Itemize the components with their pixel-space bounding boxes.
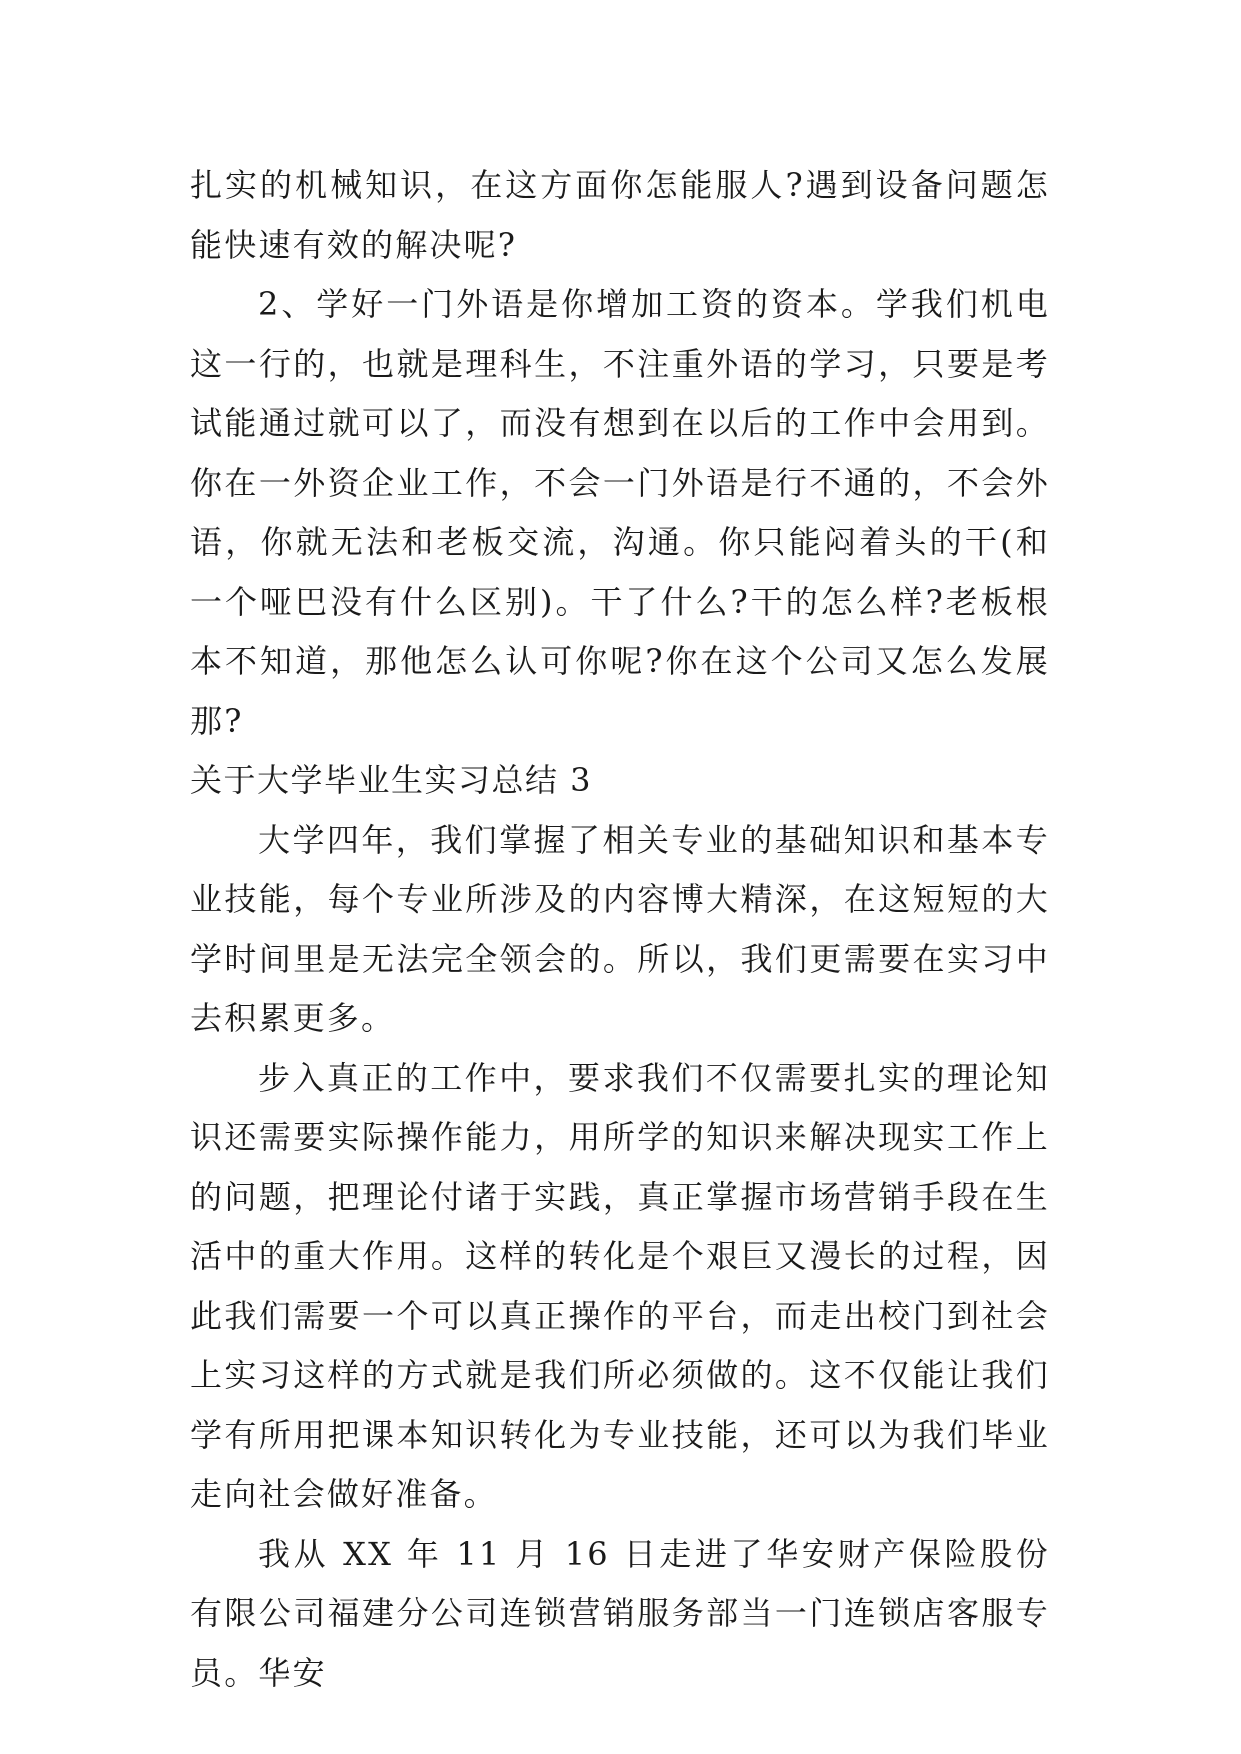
paragraph-foreign-language: 2、学好一门外语是你增加工资的资本。学我们机电这一行的，也就是理科生，不注重外语的学习，只要是考试能通过就可以了，而没有想到在以后的工作中会用到。你在一外资企业工作，不会一门外语是行不通的，不会外语，你就无法和老板交流，沟通。你只能闷着头的干(和一个哑巴没有什么区别)。干了什么?干的怎么样?老板根本不知道，那他怎么认可你呢?你在这个公司又怎么发展那? (190, 285, 1050, 740)
section-heading: 关于大学毕业生实习总结 3 (190, 761, 593, 799)
paragraph-continuation: 扎实的机械知识，在这方面你怎能服人?遇到设备问题怎能快速有效的解决呢? (190, 166, 1050, 264)
paragraph-internship-start: 我从 XX 年 11 月 16 日走进了华安财产保险股份有限公司福建分公司连锁营销服务部当一门连锁店客服专员。华安 (190, 1534, 1050, 1692)
document-body (190, 156, 1050, 1703)
paragraph-entering-work: 步入真正的工作中，要求我们不仅需要扎实的理论知识还需要实际操作能力，用所学的知识来解决现实工作上的问题，把理论付诸于实践，真正掌握市场营销手段在生活中的重大作用。这样的转化是个艰巨又漫长的过程，因此我们需要一个可以真正操作的平台，而走出校门到社会上实习这样的方式就是我们所必须做的。这不仅能让我们学有所用把课本知识转化为专业技能，还可以为我们毕业走向社会做好准备。 (190, 1058, 1050, 1513)
paragraph-university-years: 大学四年，我们掌握了相关专业的基础知识和基本专业技能，每个专业所涉及的内容博大精深，在这短短的大学时间里是无法完全领会的。所以，我们更需要在实习中去积累更多。 (190, 820, 1050, 1037)
